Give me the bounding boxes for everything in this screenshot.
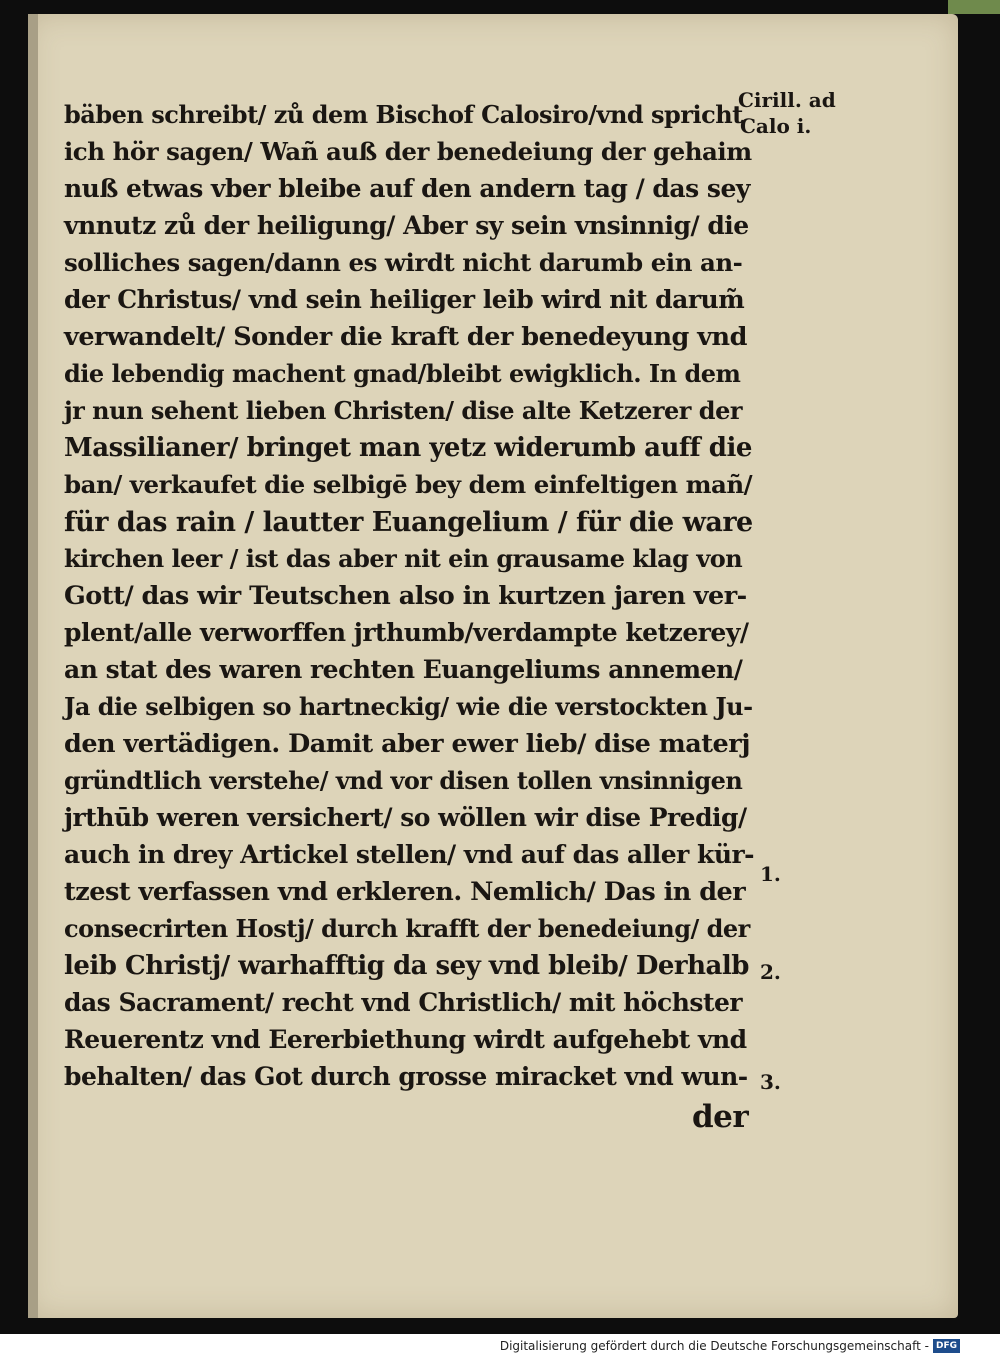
dfg-logo-icon: DFG — [933, 1339, 960, 1353]
text-line: verwandelt/ Sonder die kraft der benedeyung vnd — [64, 322, 747, 352]
text-line: gründtlich verstehe/ vnd vor disen tollen vnsinnigen — [64, 766, 743, 795]
catchword: der — [692, 1099, 749, 1135]
text-line: jr nun sehent lieben Christen/ dise alte Ketzerer der — [64, 396, 742, 425]
margin-note-citation: Cirill. ad — [738, 88, 836, 112]
text-line: Massilianer/ bringet man yetz widerumb auff die — [64, 433, 752, 463]
text-line: tzest verfassen vnd erkleren. Nemlich/ Das in der — [64, 877, 746, 907]
text-line: die lebendig machent gnad/bleibt ewigklich. In dem — [64, 359, 741, 388]
text-line: bäben schreibt/ zů dem Bischof Calosiro/vnd spricht — [64, 100, 743, 129]
text-line: für das rain / lautter Euangelium / für die ware — [64, 507, 753, 538]
text-line: kirchen leer / ist das aber nit ein grausame klag von — [64, 544, 743, 573]
text-line: ich hör sagen/ Wañ auß der benedeiung der gehaim — [64, 137, 752, 166]
margin-number: 3. — [760, 1070, 781, 1094]
text-line: der Christus/ vnd sein heiliger leib wird nit darum̃ — [64, 285, 745, 314]
text-line: den vertädigen. Damit aber ewer lieb/ dise materj — [64, 729, 750, 759]
credit-text: Digitalisierung gefördert durch die Deutsche Forschungsgemeinschaft - — [499, 1339, 929, 1353]
text-line: behalten/ das Got durch grosse miracket vnd wun- — [64, 1062, 748, 1091]
text-line: Reuerentz vnd Eererbiethung wirdt aufgehebt vnd — [64, 1025, 747, 1054]
scan-edge-strip — [948, 0, 1000, 14]
text-line: das Sacrament/ recht vnd Christlich/ mit höchster — [64, 988, 743, 1017]
digitization-credit — [500, 1338, 960, 1354]
text-line: an stat des waren rechten Euangeliums annemen/ — [64, 655, 743, 684]
page-gutter — [28, 14, 38, 1318]
text-line: leib Christj/ warhafftig da sey vnd bleib/ Derhalb — [64, 951, 749, 981]
text-line: jrthūb weren versichert/ so wöllen wir dise Predig/ — [64, 803, 747, 832]
text-line: Ja die selbigen so hartneckig/ wie die verstockten Ju- — [64, 692, 753, 721]
text-line: auch in drey Artickel stellen/ vnd auf das aller kür- — [64, 840, 755, 869]
margin-note-citation: Calo i. — [740, 114, 812, 138]
margin-number: 2. — [760, 960, 781, 984]
text-line: ban/ verkaufet die selbigē bey dem einfeltigen mañ/ — [64, 470, 753, 499]
margin-number: 1. — [760, 862, 781, 886]
text-line: nuß etwas vber bleibe auf den andern tag / das sey — [64, 174, 750, 203]
text-line: solliches sagen/dann es wirdt nicht darumb ein an- — [64, 248, 743, 277]
text-line: consecrirten Hostj/ durch krafft der benedeiung/ der — [64, 914, 750, 943]
text-line: vnnutz zů der heiligung/ Aber sy sein vnsinnig/ die — [64, 211, 749, 240]
text-line: Gott/ das wir Teutschen also in kurtzen jaren ver- — [64, 581, 747, 611]
text-line: plent/alle verworffen jrthumb/verdampte ketzerey/ — [64, 618, 749, 647]
